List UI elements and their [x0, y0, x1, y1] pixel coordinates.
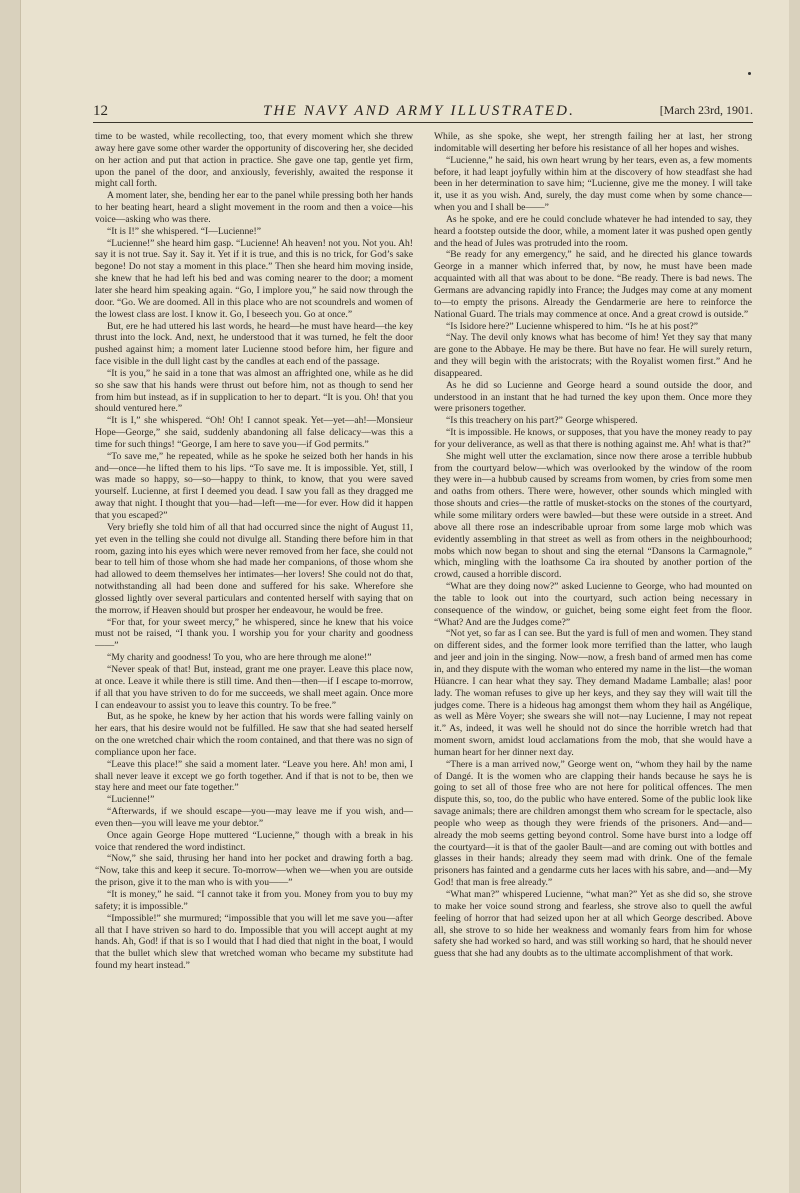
- paragraph: “What are they doing now?” asked Lucienne to George, who had mounted on the table to look out into the courtyard, such action being necessary in consequence of the window, or guichet, being some eight feet from the floor. “What? And are the Judges come?”: [434, 581, 752, 628]
- paragraph: “There is a man arrived now,” George went on, “whom they hail by the name of Dangé. It is the women who are clapping their hands because he says he is going to set all of those free who are not here for political offences. The men dispute this, so, too, do the public who have entered. Some of the public look like savage animals; there are children amongst them who scream for le spectacle, also people who weep as though they were friends of the prisoners. And—and—already the mob seems getting beyond control. Some have burst into a lodge off the courtyard—it is that of the gaoler Bault—and are coming out with bottles and glasses in their hands; already they seem mad with drink. One of the female prisoners has fainted and a gendarme cuts her laces with his sabre, and—and—My God! that man is free already.”: [434, 758, 752, 889]
- paragraph: “To save me,” he repeated, while as he spoke he seized both her hands in his and—once—he lifted them to his lips. “To save me. It is impossible. Yet, still, I was made so happy, so—so—happy to think, to know, that you were saved yourself. Lucienne, at first I deemed you dead. I saw you fall as they dragged me away that night. I thought that you—had—left—me—for ever. How did it happen that you escaped?”: [95, 450, 413, 521]
- running-title: THE NAVY AND ARMY ILLUSTRATED.: [263, 103, 576, 119]
- issue-date: [March 23rd, 1901.: [659, 103, 753, 117]
- paragraph: As he spoke, and ere he could conclude whatever he had intended to say, they heard a footstep outside the door, while, a moment later it was pushed open gently and the head of Jules was protruded into the room.: [434, 213, 752, 249]
- paragraph: But, as he spoke, he knew by her action that his words were falling vainly on her ears, that his desire would not be fulfilled. He saw that she had seated herself on the one wretched chair which the room contained, and that there was no sign of compliance upon her face.: [95, 711, 413, 758]
- paragraph: “Impossible!” she murmured; “impossible that you will let me save you—after all that I have striven so hard to do. Impossible that you will accept aught at my hands. Ah, God! if that is so I would that I had died that night in the boat, I would that the bullet which slew that wretched woman who became my substitute had found my heart instead.”: [95, 912, 413, 972]
- paragraph: “Now,” she said, thrusing her hand into her pocket and drawing forth a bag. “Now, take this and keep it secure. To-morrow—when we—when you are outside the prison, give it to the man who is with you——”: [95, 853, 413, 889]
- ink-speck: [748, 72, 751, 75]
- paragraph: “Lucienne!” she heard him gasp. “Lucienne! Ah heaven! not you. Not you. Ah! say it is not true. Say it. Say it. Yet if it is true, and this is no trick, for God’s sake begone! Do not stay a moment in this place.” Then she heard him moving inside, she knew that he had left his bed and was coming nearer to the door; a moment later she heard him speaking again. “Go, I implore you,” he said now through the door. “Go. We are doomed. All in this place who are not scoundrels and women of the lowest class are lost. I know it. Go, I beseech you. Go at once.”: [95, 237, 413, 320]
- paragraph: While, as she spoke, she wept, her strength failing her at last, her strong indomitable will deserting her before his resistance of all her hopes and wishes.: [434, 131, 752, 154]
- page-header: [93, 103, 753, 121]
- paragraph: “It is I!” she whispered. “I—Lucienne!”: [107, 225, 261, 237]
- paragraph: “What man?” whispered Lucienne, “what man?” Yet as she did so, she strove to make her voice sound strong and fearless, she strove also to quell the awful feeling of horror that had seized upon her at all which George described. Above all, she strove to so hide her weakness and womanly fears from him for whose safety she had worked so hard, and was still working so hard, that he should never guess that she had any doubts as to the ultimate accomplishment of that work.: [434, 889, 752, 960]
- paragraph: “Is Isidore here?” Lucienne whispered to him. “Is he at his post?”: [446, 320, 699, 332]
- text-column-left: [95, 131, 413, 1181]
- paragraph: “Never speak of that! But, instead, grant me one prayer. Leave this place now, at once. Leave it while there is still time. And then—then—if I escape to-morrow, if all that you have striven to do for me succeeds, we shall meet again. Once more I can endeavour to assist you to leave this country. To be free.”: [95, 663, 413, 711]
- paragraph: Very briefly she told him of all that had occurred since the night of August 11, yet even in the telling she could not divulge all. Standing there before him in that room, gazing into his eyes which were never removed from her face, she could not bear to tell him of those whom she had made her companions, of those whom she had allowed to deem themselves her intimates—her lovers! She could not do that, notwithstanding all had been done and suffered for his sake. Wherefore she glossed lightly over several particulars and contented herself with saying that on the morrow, if Heaven should but prosper her endeavour, he would be free.: [95, 521, 413, 616]
- paragraph: “Afterwards, if we should escape—you—may leave me if you wish, and—even then—you will leave me your debtor.”: [95, 806, 413, 829]
- paragraph: “It is money,” he said. “I cannot take it from you. Money from you to buy my safety; it is impossible.”: [95, 889, 413, 912]
- paragraph: But, ere he had uttered his last words, he heard—he must have heard—the key thrust into the lock. And, next, he understood that it was turned, he felt the door pushed against him; a moment later Lucienne stood before him, her figure and face visible in the dull light cast by the candles at each end of the passage.: [95, 320, 413, 368]
- paragraph: “Be ready for any emergency,” he said, and he directed his glance towards George in a manner which inferred that, by now, he must have been made acquainted with all that was about to be done. “Be ready. There is bad news. The Germans are advancing rapidly into France; the Judges may come at any moment to—to empty the prisons. Already the Gendarmerie are here to reinforce the National Guard. The trials may commence at once. And a great crowd is outside.”: [434, 249, 752, 320]
- text-column-right: [434, 131, 752, 1181]
- paragraph: “Leave this place!” she said a moment later. “Leave you here. Ah! mon ami, I shall never leave it except we go forth together. And if that is not to be, then we stay here and meet our fate together.”: [95, 758, 413, 794]
- paragraph: “Is this treachery on his part?” George whispered.: [446, 415, 638, 427]
- paragraph: “For that, for your sweet mercy,” he whispered, since he knew that his voice must not be raised, “I thank you. I worship you for your charity and goodness——”: [95, 616, 413, 652]
- header-rule: [93, 122, 753, 123]
- paragraph: “My charity and goodness! To you, who are here through me alone!”: [107, 652, 372, 664]
- paragraph: “It is you,” he said in a tone that was almost an affrighted one, while as he did so she saw that his hands were thrust out before him, not as though to send her from him but instead, as if in supplication to her to depart. “It is you. Oh! that you should ventured here.”: [95, 367, 413, 415]
- paragraph: “Lucienne,” he said, his own heart wrung by her tears, even as, a few moments before, it had leapt joyfully within him at the discovery of how steadfast she had been in her determination to save him; “Lucienne, give me the money. I will take it, use it as you wish. And, surely, the day must come when by some chance—when you and I shall be——”: [434, 154, 752, 214]
- paragraph: As he did so Lucienne and George heard a sound outside the door, and understood in an instant that he had turned the key upon them. Once more they were prisoners together.: [434, 379, 752, 415]
- paragraph: She might well utter the exclamation, since now there arose a terrible hubbub from the courtyard below—which was overlooked by the window of the room they were in—a hubbub caused by screams from women, by cries from some men and oaths from others. There were, however, other sounds which mingled with those shouts and cries—the rattle of musket-stocks on the stones of the courtyard, while some military orders were bawled—but these were outside in a street. And above all there rose an indescribable uproar from some large mob which was evidently assembling in that street as well as from others in the neighbourhood; mobs which now began to shout and sing the eternal “Dansons la Carmagnole,” which, mingling with the loathsome Ca ira shouted by another portion of the crowd, caused a horrible discord.: [434, 450, 752, 581]
- paragraph: “Lucienne!”: [107, 794, 155, 806]
- paragraph: “Not yet, so far as I can see. But the yard is full of men and women. They stand on different sides, and the former look more terrified than the latter, who laugh and jeer and join in the singing. Now—now, a fresh band of armed men has come in, and they dispute with the woman who entered my name in the list—the woman Hüancre. I can hear what they say. They demand Madame Lamballe; alas! poor lady. The woman refuses to give up her keys, and they say they will wait till the judges come. There is a hideous hag amongst them whom they hail as Angélique, as well as Mère Voyer; she swears she will not—nay Lucienne, I may not repeat it.” As, indeed, it was well he should not do since the horrible wretch had that moment sworn, amidst loud acclamations from the mob, that she would have a human heart for her dinner next day.: [434, 628, 752, 758]
- page-number: 12: [93, 103, 108, 119]
- paragraph: “Nay. The devil only knows what has become of him! Yet they say that many are gone to the Abbaye. He may be there. But have no fear. He will surely return, and they will begin with the aristocrats; with the Royalist women first.” And he disappeared.: [434, 332, 752, 379]
- paragraph: Once again George Hope muttered “Lucienne,” though with a break in his voice that rendered the word indistinct.: [95, 829, 413, 853]
- paragraph: time to be wasted, while recollecting, too, that every moment which she threw away here gave some other warder the opportunity of discovering her, she decided on her action and put that action in practice. She gave one tap, gentle yet firm, upon the panel of the door, and anxiously, feverishly, awaited the response it might call forth.: [95, 131, 413, 190]
- paragraph: “It is impossible. He knows, or supposes, that you have the money ready to pay for your deliverance, as well as that there is nothing against me. Ah! what is that?”: [434, 427, 752, 450]
- paragraph: “It is I,” she whispered. “Oh! Oh! I cannot speak. Yet—yet—ah!—Monsieur Hope—George,” she said, suddenly abandoning all false delicacy—was this a time for such things! “George, I am here to save you—if God permits.”: [95, 415, 413, 450]
- paragraph: A moment later, she, bending her ear to the panel while pressing both her hands to her beating heart, heard a slight movement in the room and then a voice—his voice—asking who was there.: [95, 190, 413, 225]
